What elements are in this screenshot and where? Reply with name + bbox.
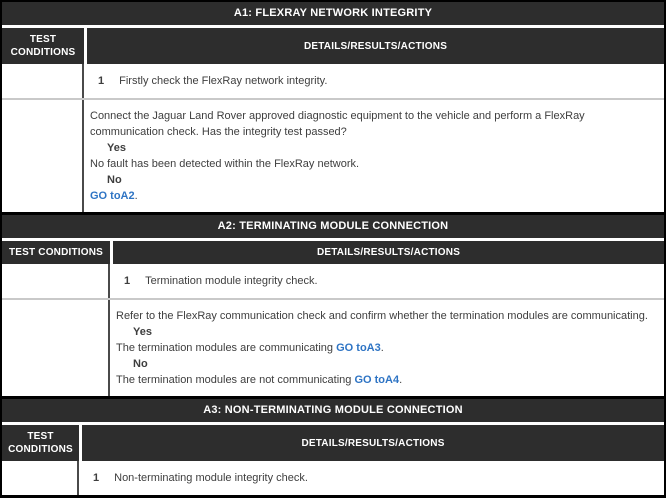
details-cell [110,264,664,298]
step-number: 1 [98,75,105,87]
section-a1-title: A1: FLEXRAY NETWORK INTEGRITY [2,2,664,25]
numbered-step [116,272,660,290]
test-conditions-cell [2,64,84,98]
text-segment: No [133,358,148,370]
section-a1-row-2 [2,98,664,212]
step-text: Termination module integrity check. [145,275,318,287]
numbered-step [90,72,660,90]
section-a3 [0,397,666,498]
details-cell [79,461,664,495]
text-segment: Connect the Jaguar Land Rover approved diagnostic equipment to the vehicle and perform a FlexRay communication check. Has the integrity test passed? [90,110,585,138]
detail-line [90,156,660,172]
text-segment: The termination modules are communicating [116,342,337,354]
details-cell [84,64,664,98]
section-a2-title: A2: TERMINATING MODULE CONNECTION [2,215,664,238]
detail-line [116,340,660,356]
details-results-actions-header: DETAILS/RESULTS/ACTIONS [113,241,664,264]
details-cell [84,100,664,212]
detail-line [90,172,660,188]
section-a3-title: A3: NON-TERMINATING MODULE CONNECTION [2,399,664,422]
text-segment: The termination modules are not communicating [116,374,355,386]
test-conditions-cell [2,100,84,212]
detail-line [90,140,660,156]
text-segment: No fault has been detected within the FlexRay network. [90,158,360,170]
section-a1-header-row [2,28,664,64]
section-a2-header-row [2,241,664,264]
step-text: Non-terminating module integrity check. [114,472,308,484]
test-conditions-header: TEST CONDITIONS [2,425,79,461]
detail-line [116,308,660,324]
detail-line [90,108,660,140]
detail-line [116,356,660,372]
text-segment: No [107,174,122,186]
section-a3-row-1 [2,461,664,495]
test-conditions-header: TEST CONDITIONS [2,241,110,264]
test-conditions-cell [2,300,110,396]
section-a2-row-1 [2,264,664,298]
text-segment: Yes [107,142,126,154]
test-conditions-cell [2,264,110,298]
text-segment: . [134,190,138,202]
step-text: Firstly check the FlexRay network integrity. [119,75,328,87]
step-number: 1 [93,472,100,484]
detail-line [116,372,660,388]
go-to-a2-link[interactable]: GO toA2 [90,190,135,202]
test-conditions-cell [2,461,79,495]
section-a1-row-1 [2,64,664,98]
details-results-actions-header: DETAILS/RESULTS/ACTIONS [82,425,664,461]
step-number: 1 [124,275,131,287]
section-a3-header-row [2,425,664,461]
section-a2-row-2 [2,298,664,396]
section-a2 [0,213,666,398]
text-segment: . [380,342,384,354]
numbered-step [85,469,660,487]
text-segment: . [399,374,403,386]
section-a1 [0,0,666,214]
text-segment: Refer to the FlexRay communication check and confirm whether the termination modules are communicating. [116,310,648,322]
text-segment: Yes [133,326,152,338]
details-results-actions-header: DETAILS/RESULTS/ACTIONS [87,28,664,64]
detail-line [90,188,660,204]
test-conditions-header: TEST CONDITIONS [2,28,84,64]
go-to-a4-link[interactable]: GO toA4 [354,374,400,386]
detail-line [116,324,660,340]
details-cell [110,300,664,396]
go-to-a3-link[interactable]: GO toA3 [336,342,381,354]
